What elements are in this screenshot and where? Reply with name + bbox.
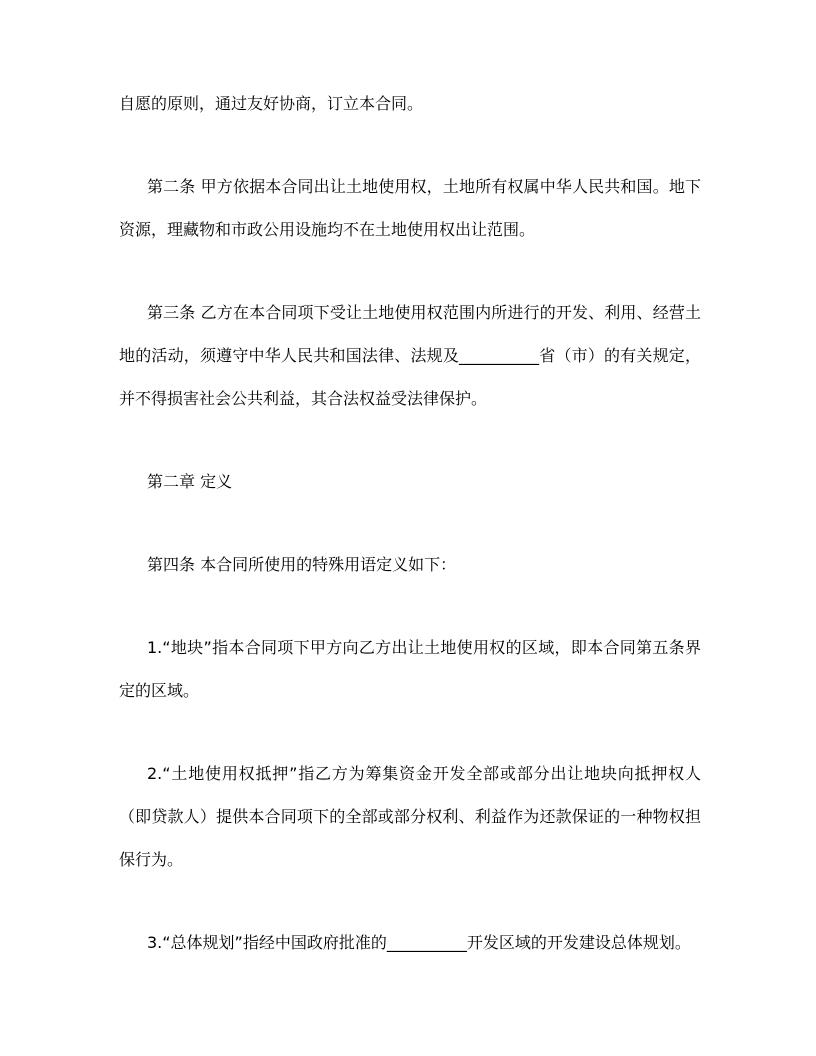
- definition-item-2: 2.“土地使用权抵押”指乙方为筹集资金开发全部或部分出让地块向抵押权人（即贷款人）提供本合同项下的全部或部分权利、利益作为还款保证的一种物权担保行为。: [119, 764, 701, 869]
- clause-article-4: 第四条 本合同所使用的特殊用语定义如下：: [147, 555, 457, 574]
- definition-item-3: 3.“总体规划”指经中国政府批准的__________开发区域的开发建设总体规划。: [147, 933, 691, 952]
- chapter-2-heading: 第二章 定义: [147, 472, 233, 491]
- clause-article-3: 第三条 乙方在本合同项下受让土地使用权范围内所进行的开发、利用、经营土地的活动，须遵守中华人民共和国法律、法规及__________省（市）的有关规定，并不得损害社会公共利益，其合法权益受法律保护。: [119, 303, 701, 408]
- definition-item-1: 1.“地块”指本合同项下甲方向乙方出让土地使用权的区域，即本合同第五条界定的区域。: [119, 638, 701, 700]
- paragraph-continuation: 自愿的原则，通过友好协商，订立本合同。: [119, 94, 424, 113]
- clause-article-2: 第二条 甲方依据本合同出让土地使用权，土地所有权属中华人民共和国。地下资源，理藏物和市政公用设施均不在土地使用权出让范围。: [119, 177, 701, 239]
- document-content: [119, 82, 701, 964]
